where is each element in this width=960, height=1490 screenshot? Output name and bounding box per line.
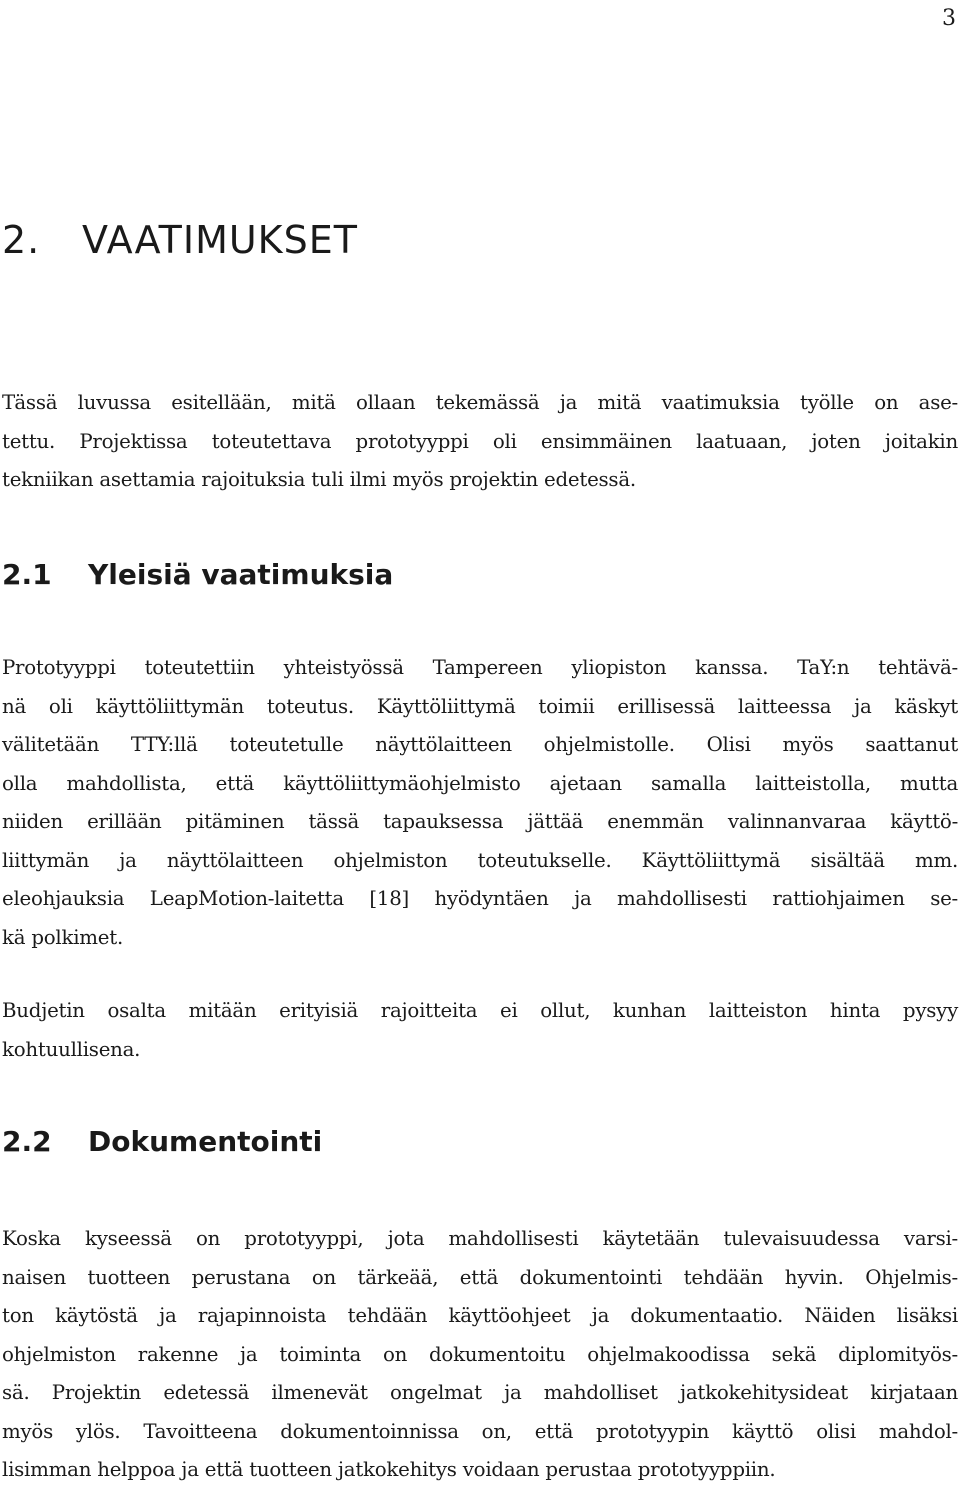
text-line: välitetään TTY:llä toteutetulle näyttölaitteen ohjelmistolle. Olisi myös saattanut — [2, 733, 958, 756]
section-2-2-paragraph-1 — [2, 1220, 958, 1490]
section-title: Dokumentointi — [88, 1125, 323, 1158]
text-line: naisen tuotteen perustana on tärkeää, että dokumentointi tehdään hyvin. Ohjelmis- — [2, 1265, 958, 1289]
section-number: 2.1 — [2, 558, 52, 591]
text-line: myös ylös. Tavoitteena dokumentoinnissa on, että prototyypin käyttö olisi mahdol- — [2, 1419, 958, 1443]
text-line: tekniikan asettamia rajoituksia tuli ilmi myös projektin edetessä. — [2, 468, 636, 491]
chapter-heading — [2, 214, 358, 266]
text-line: ohjelmiston rakenne ja toiminta on dokumentoitu ohjelmakoodissa sekä diplomityös- — [2, 1342, 958, 1366]
section-number: 2.2 — [2, 1125, 52, 1158]
page-number: 3 — [942, 6, 956, 31]
chapter-number: 2. — [2, 218, 41, 262]
text-line: nä oli käyttöliittymän toteutus. Käyttöliittymä toimii erillisessä laitteessa ja käskyt — [2, 694, 958, 718]
text-line: sä. Projektin edetessä ilmenevät ongelmat ja mahdolliset jatkokehitysideat kirjataan — [2, 1381, 958, 1404]
text-line: liittymän ja näyttölaitteen ohjelmiston toteutukselle. Käyttöliittymä sisältää mm. — [2, 848, 958, 872]
text-line: Prototyyppi toteutettiin yhteistyössä Tampereen yliopiston kanssa. TaY:n tehtävä- — [2, 656, 958, 679]
text-line: tettu. Projektissa toteutettava prototyyppi oli ensimmäinen laatuaan, joten joitakin — [2, 429, 958, 453]
text-line: Koska kyseessä on prototyyppi, jota mahdollisesti käytetään tulevaisuudessa varsi- — [2, 1227, 958, 1250]
text-line: niiden erillään pitäminen tässä tapauksessa jättää enemmän valinnanvaraa käyttö- — [2, 810, 958, 833]
text-line: eleohjauksia LeapMotion-laitetta [18] hyödyntäen ja mahdollisesti rattiohjaimen se- — [2, 887, 958, 910]
section-2-1-paragraph-2 — [2, 992, 958, 1069]
text-line: lisimman helppoa ja että tuotteen jatkokehitys voidaan perustaa prototyyppiin. — [2, 1458, 776, 1481]
section-2-1-paragraph-1 — [2, 649, 958, 957]
text-line: ton käytöstä ja rajapinnoista tehdään käyttöohjeet ja dokumentaatio. Näiden lisäksi — [2, 1304, 958, 1327]
chapter-title: VAATIMUKSET — [82, 218, 358, 262]
section-heading-2-2 — [2, 1122, 322, 1162]
intro-paragraph — [2, 384, 958, 500]
text-line: kä polkimet. — [2, 925, 123, 949]
section-heading-2-1 — [2, 555, 393, 595]
section-title: Yleisiä vaatimuksia — [88, 558, 394, 591]
text-line: kohtuullisena. — [2, 1037, 141, 1061]
text-line: Budjetin osalta mitään erityisiä rajoitteita ei ollut, kunhan laitteiston hinta pysyy — [2, 999, 958, 1022]
text-line: Tässä luvussa esitellään, mitä ollaan tekemässä ja mitä vaatimuksia työlle on ase- — [2, 391, 958, 414]
text-line: olla mahdollista, että käyttöliittymäohjelmisto ajetaan samalla laitteistolla, mutta — [2, 771, 958, 795]
